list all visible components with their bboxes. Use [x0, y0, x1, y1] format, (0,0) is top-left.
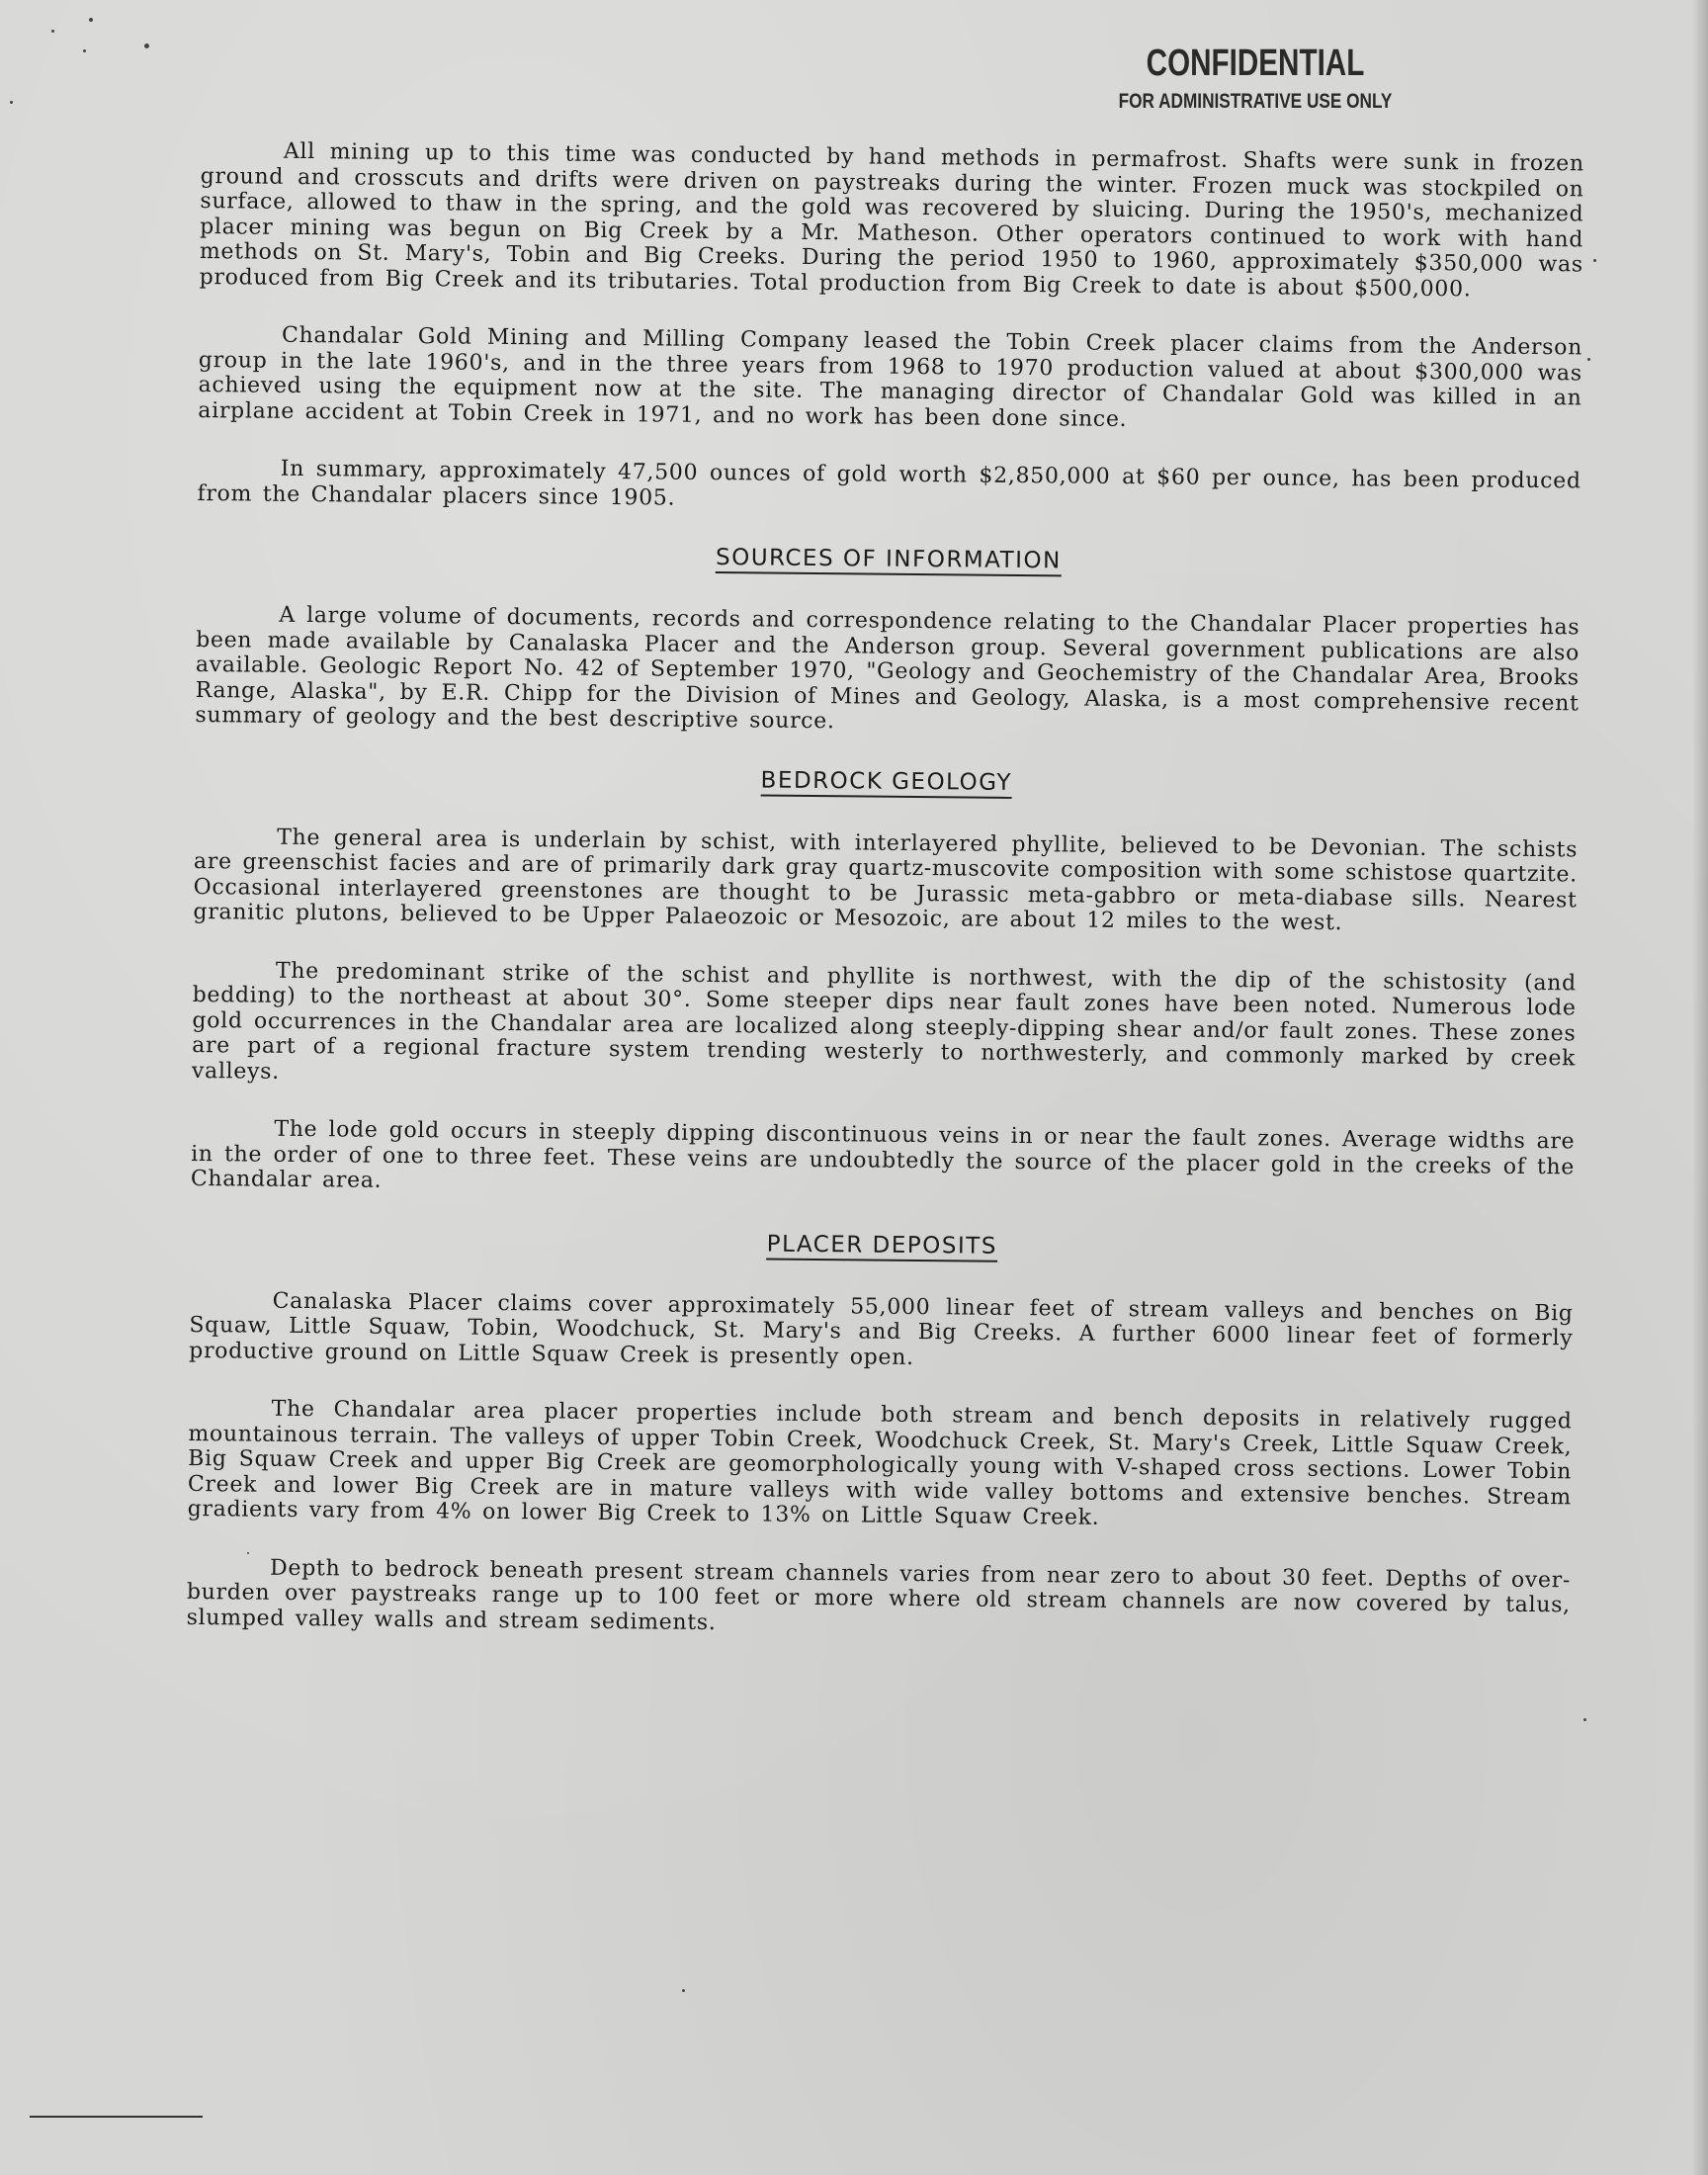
- footer-rule: [30, 2116, 203, 2118]
- document-body: [186, 138, 1584, 1676]
- section-heading-placer: [190, 1224, 1574, 1264]
- scan-speck: [682, 1989, 685, 1992]
- paragraph-mining-history: All mining up to this time was conducted by hand methods in permafrost. Shafts were sunk in frozen ground and crosscuts and drifts were driven on paystreaks during the winter. Frozen muck was stockpiled on surface, allowed to thaw in the spring, and the gold was recovered by sluicing. During the 1950's, mechanized placer mining was begun on Big Creek by a Mr. Matheson. Other operators continued to work with hand methods on St. Mary's, Tobin and Big Creeks. During the period 1950 to 1960, approximately $350,000 was produced from Big Creek and its tributaries. Total production from Big Creek to date is about $500,000.: [199, 138, 1584, 302]
- paragraph-bedrock-strike: The predominant strike of the schist and phyllite is northwest, with the dip of the schistosity (and bedding) to the northeast at about 30°. Some steeper dips near fault zones have been noted. Numerous lode gold occurrences in the Chandalar area are localized along steeply-dipping shear and/or fault zones. These zones are part of a regional fracture system trending westerly to northwesterly, and commonly marked by creek valleys.: [191, 958, 1577, 1085]
- paragraph-summary: In summary, approximately 47,500 ounces of gold worth $2,850,000 at $60 per ounce, has been produced from the Chandalar placers since 1905.: [197, 456, 1581, 511]
- paragraph-bedrock-lode: The lode gold occurs in steeply dipping discontinuous veins in or near the fault zones. Average widths are in the order of one to three feet. These veins are undoubtedly the source of the placer gold in the creeks of the Chandalar area.: [190, 1116, 1576, 1193]
- section-heading-bedrock: [195, 760, 1579, 801]
- paragraph-bedrock-general: The general area is underlain by schist, with interlayered phyllite, believed to be Devonian. The schists are greenschist facies and are of primarily dark gray quartz-muscovite composition with some schistose quartzite. Occasional interlayered greenstones are thought to be Jurassic meta-gabbro or meta-diabase sills. Nearest granitic plutons, believed to be Upper Palaeozoic or Mesozoic, are about 12 miles to the west.: [193, 825, 1579, 936]
- confidential-stamp: [1087, 42, 1423, 115]
- scan-speck: [83, 49, 86, 52]
- scan-speck: [10, 101, 13, 104]
- heading-placer-text: PLACER DEPOSITS: [767, 1231, 997, 1262]
- paragraph-placer-depth: Depth to bedrock beneath present stream channels varies from near zero to about 30 feet. Depths of over-burden over paystreaks range up to 100 feet or more where old stream channels are now covered by talus, slumped valley walls and stream sediments.: [186, 1555, 1572, 1635]
- paragraph-placer-terrain: The Chandalar area placer properties include both stream and bench deposits in relatively rugged mountainous terrain. The valleys of upper Tobin Creek, Woodchuck Creek, St. Mary's Creek, Little Squaw Creek, Big Squaw Creek and upper Big Creek are geomorphologically young with V-shaped cross sections. Lower Tobin Creek and lower Big Creek are in mature valleys with wide valley bottoms and extensive benches. Stream gradients vary from 4% on lower Big Creek to 13% on Little Squaw Creek.: [187, 1396, 1573, 1530]
- paragraph-chandalar-lease: Chandalar Gold Mining and Milling Company leased the Tobin Creek placer claims from the Anderson group in the late 1960's, and in the three years from 1968 to 1970 production valued at about $300,000 was achieved using the equipment now at the site. The managing director of Chandalar Gold was killed in an airplane accident at Tobin Creek in 1971, and no work has been done since.: [198, 322, 1583, 432]
- scan-speck: [1583, 1718, 1586, 1721]
- scan-speck: [1593, 259, 1596, 262]
- scan-speck: [1587, 358, 1590, 361]
- stamp-confidential: CONFIDENTIAL: [1146, 43, 1365, 84]
- heading-sources-text: SOURCES OF INFORMATION: [716, 545, 1062, 576]
- section-heading-sources: [197, 539, 1580, 579]
- scan-speck: [89, 18, 93, 22]
- page-edge-shadow: [1692, 0, 1708, 2175]
- paragraph-sources: A large volume of documents, records and correspondence relating to the Chandalar Placer properties has been made available by Canalaska Placer and the Anderson group. Several government publications are also available. Geologic Report No. 42 of September 1970, "Geology and Geochemistry of the Chandalar Area, Brooks Range, Alaska", by E.R. Chipp for the Division of Mines and Geology, Alaska, is a most comprehensive recent summary of geology and the best descriptive source.: [195, 602, 1580, 735]
- scan-speck: [51, 30, 54, 33]
- heading-bedrock-text: BEDROCK GEOLOGY: [760, 767, 1012, 798]
- stamp-admin-use: FOR ADMINISTRATIVE USE ONLY: [1118, 90, 1393, 113]
- scan-speck: [144, 44, 149, 48]
- paragraph-placer-claims: Canalaska Placer claims cover approximately 55,000 linear feet of stream valleys and benches on Big Squaw, Little Squaw, Tobin, Woodchuck, St. Mary's and Big Creeks. A further 6000 linear feet of formerly productive ground on Little Squaw Creek is presently open.: [189, 1288, 1574, 1370]
